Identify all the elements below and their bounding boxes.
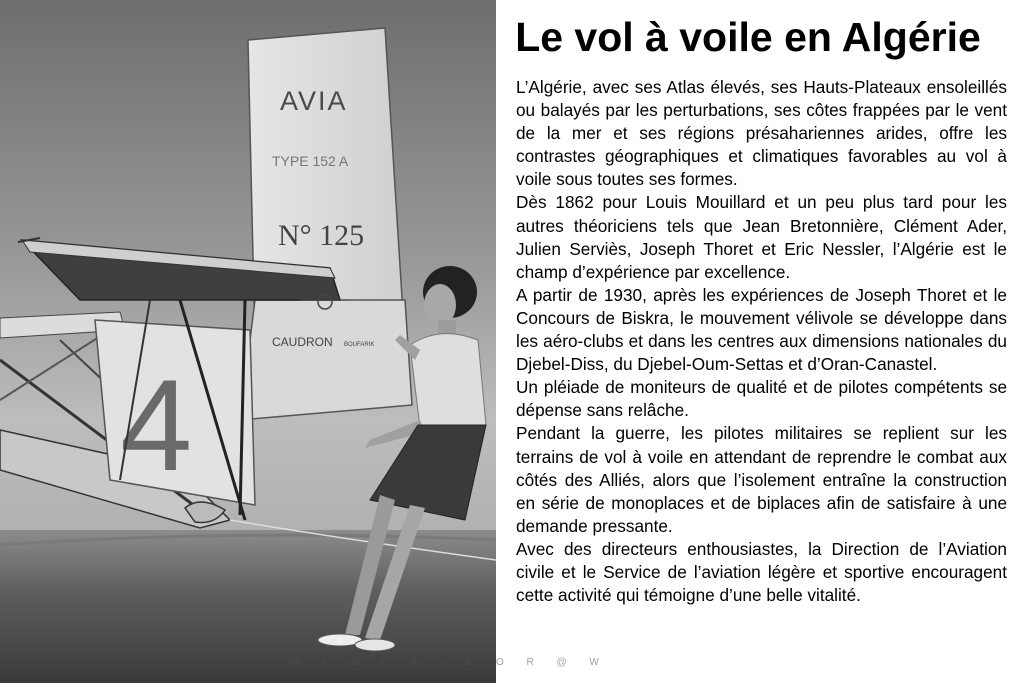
- tail-maker: CAUDRON: [272, 335, 333, 349]
- paragraph: L’Algérie, avec ses Atlas élevés, ses Hauts-Plateaux ensoleillés ou balayés par les perturbations, ses côtes frappées par le vent de la mer et ses régions présahariennes arides, offre les contrastes géographiques et climatiques favorables au vol à voile sous toutes ses formes.: [516, 77, 1007, 190]
- glider-number: 4: [120, 352, 193, 498]
- paragraph: Un pléiade de moniteurs de qualité et de pilotes compétents se dépense sans relâche.: [516, 377, 1007, 421]
- glider-photo: [0, 0, 496, 683]
- paragraph: Avec des directeurs enthousiastes, la Direction de l’Aviation civile et le Service de l’aviation légère et sportive encouragent cette activité qui témoigne d’une belle vitalité.: [516, 538, 1007, 606]
- paragraph: Dès 1862 pour Louis Mouillard et un peu plus tard pour les autres théoriciens tels que Jean Bretonnière, Clément Ader, Julien Serviès, Joseph Thoret et Eric Nessler, l’Algérie est le champ d’expérience par excellence.: [516, 192, 1007, 282]
- tail-registration: N° 125: [278, 219, 365, 252]
- tail-type: TYPE 152 A: [272, 153, 349, 169]
- watermark: @ L G E R I E O R @ W: [290, 657, 609, 668]
- tail-brand: AVIA: [280, 86, 348, 116]
- tail-place: BOUFARIK: [344, 342, 375, 348]
- glider-photo-illustration: [0, 0, 496, 683]
- article-body: [516, 76, 1007, 607]
- paragraph: Pendant la guerre, les pilotes militaires se replient sur les terrains de vol à voile en attendant de reprendre le combat aux côtés des Alliés, alors que l’isolement entraîne la construction en série de monoplaces et de biplaces afin de satisfaire à une demande pressante.: [516, 423, 1007, 536]
- paragraph: A partir de 1930, après les expériences de Joseph Thoret et le Concours de Biskra, le mouvement vélivole se développe dans les aéro-clubs et dans les centres aux dimensions nationales du Djebel-Diss, du Djebel-Oum-Settas et d’Oran-Canastel.: [516, 284, 1007, 375]
- page-title: Le vol à voile en Algérie: [515, 14, 981, 60]
- rudder: [240, 300, 412, 420]
